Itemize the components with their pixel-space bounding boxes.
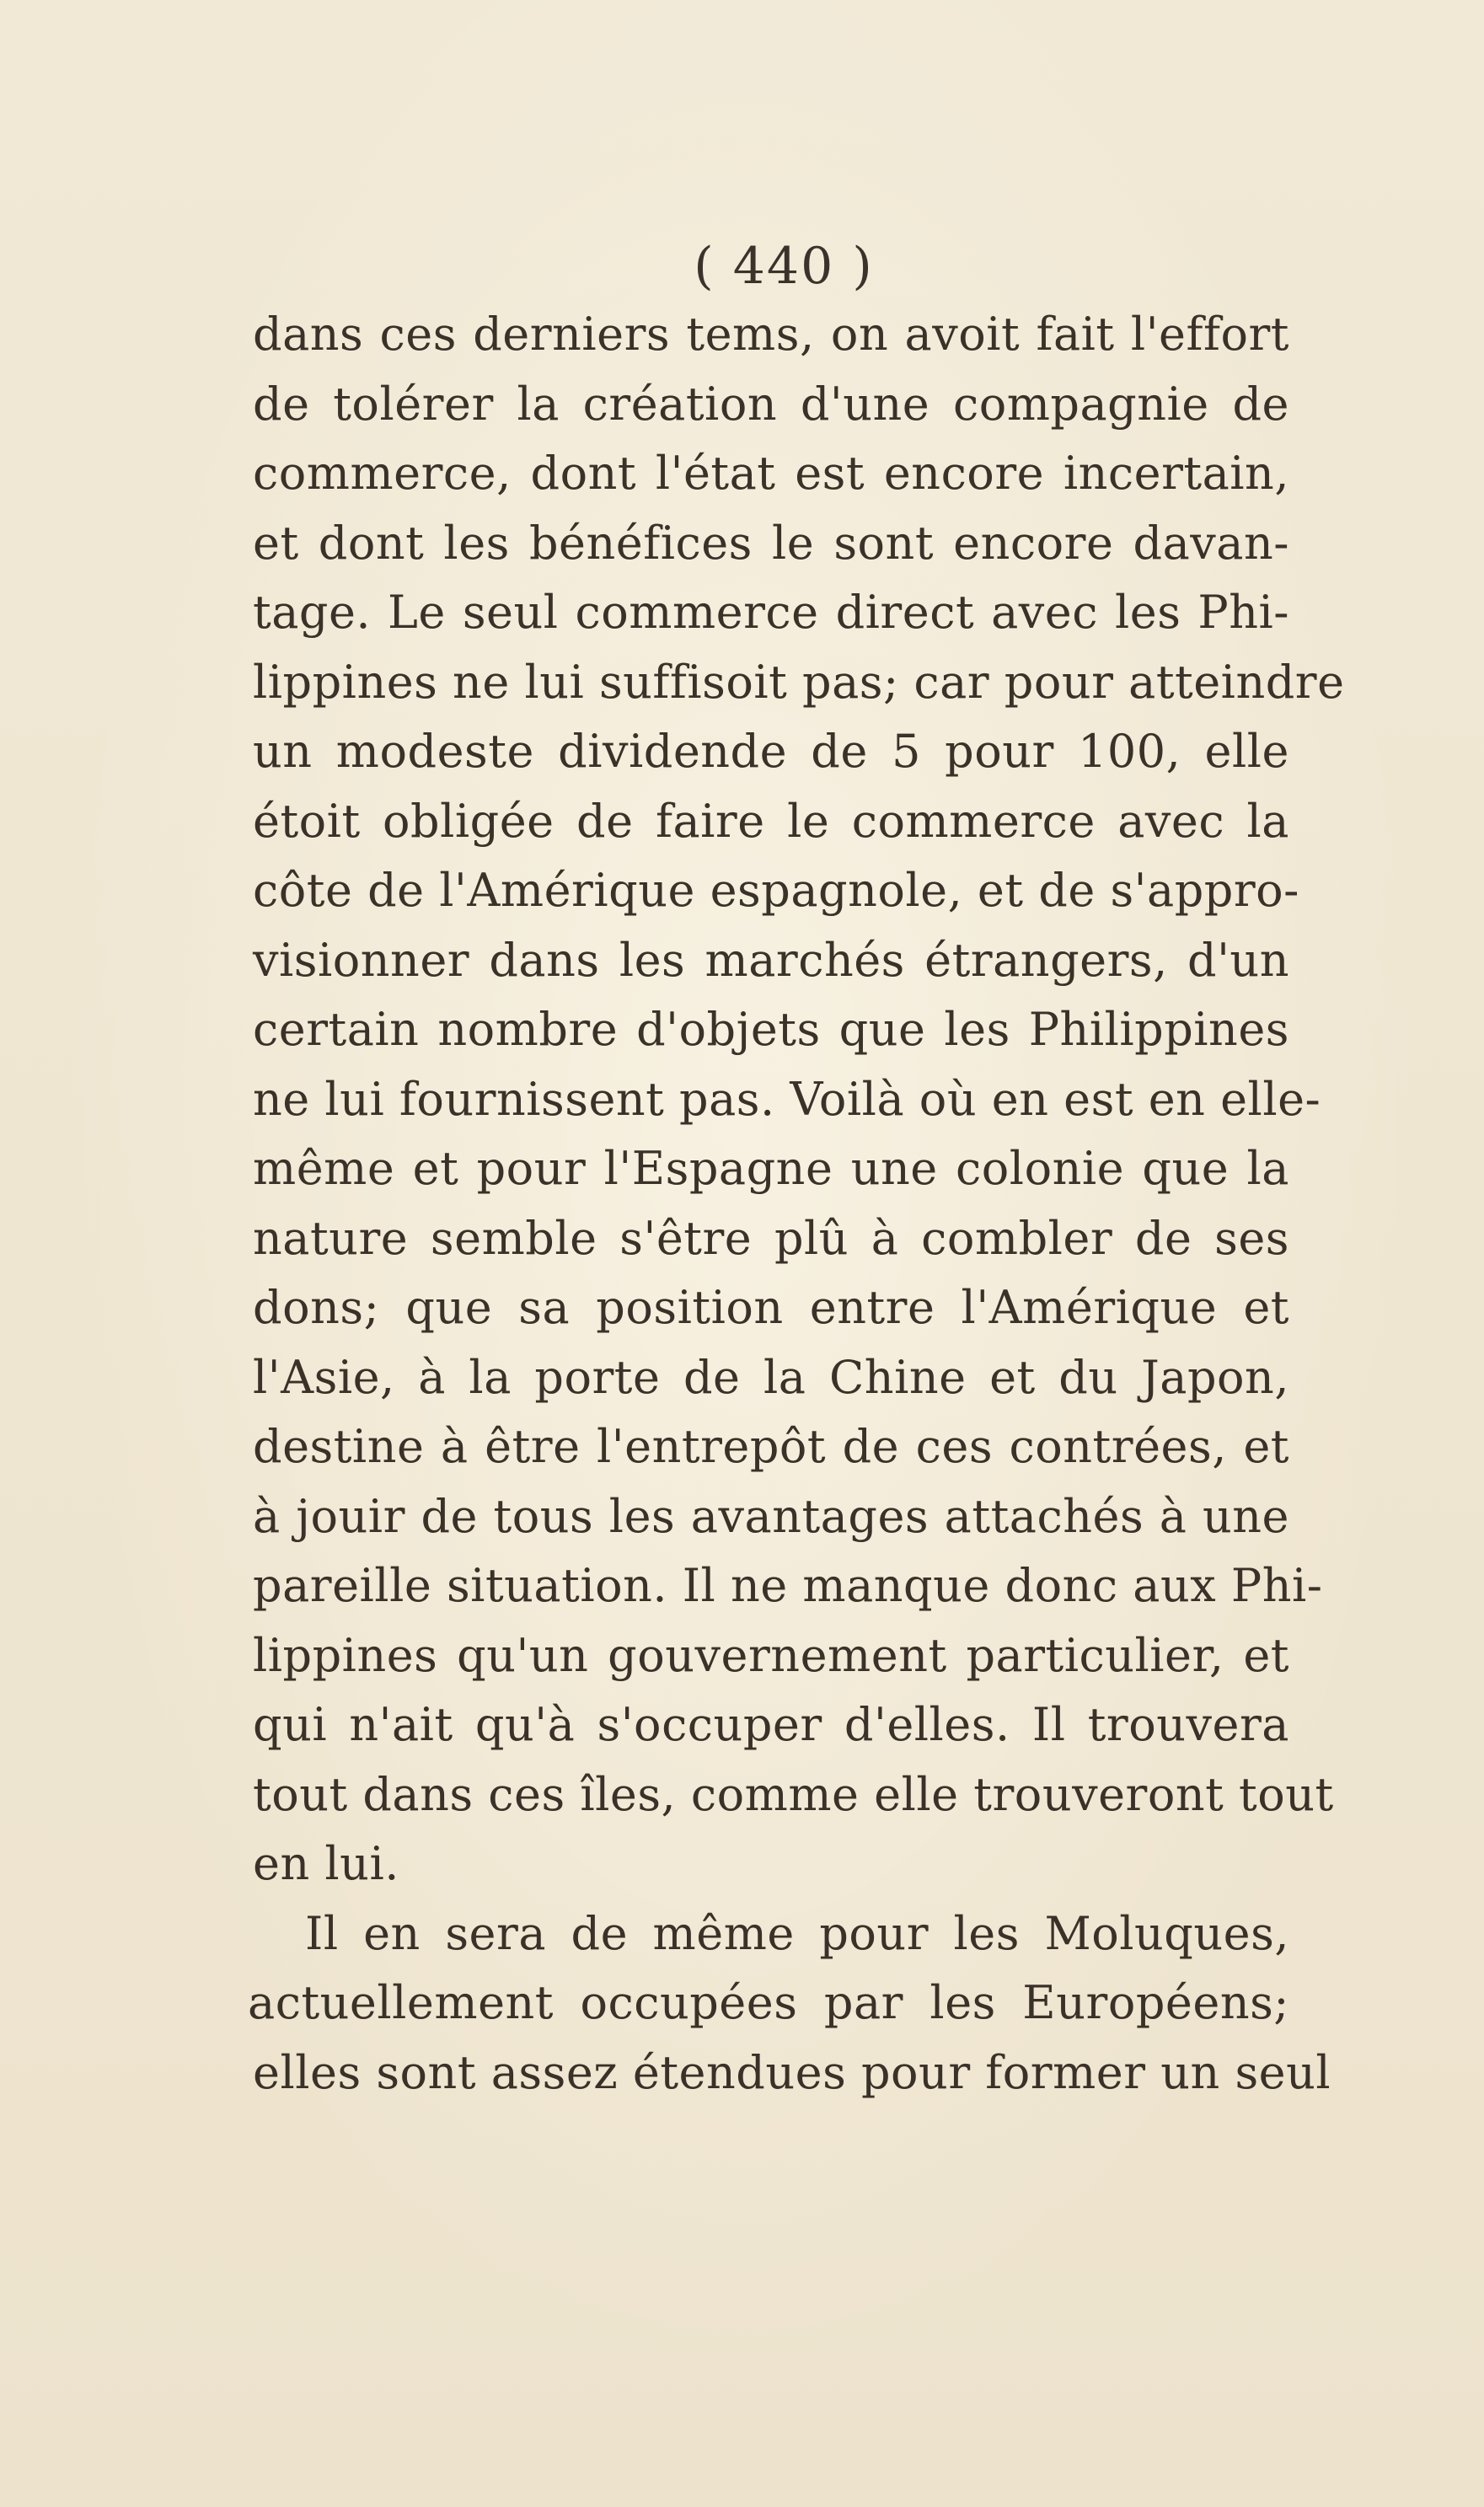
text-line: dons; que sa position entre l'Amérique et — [253, 1281, 1289, 1334]
text-line: certain nombre d'objets que les Philippines — [253, 1003, 1289, 1056]
text-line: un modeste dividende de 5 pour 100, elle — [253, 725, 1289, 778]
text-line: l'Asie, à la porte de la Chine et du Japon, — [253, 1350, 1289, 1404]
text-line: et dont les bénéfices le sont encore davan- — [253, 516, 1289, 570]
text-line: même et pour l'Espagne une colonie que la — [253, 1142, 1289, 1195]
text-line: pareille situation. Il ne manque donc aux Phi- — [253, 1559, 1323, 1612]
text-line: elles sont assez étendues pour former un seul — [253, 2045, 1331, 2099]
text-line: étoit obligée de faire le commerce avec la — [253, 794, 1289, 848]
text-line: à jouir de tous les avantages attachés à une — [253, 1489, 1289, 1543]
text-line: en lui. — [253, 1837, 399, 1890]
text-line: nature semble s'être plû à combler de ses — [253, 1211, 1289, 1265]
text-line: actuellement occupées par les Européens; — [248, 1976, 1289, 2029]
text-line: destine à être l'entrepôt de ces contrées, et — [253, 1420, 1289, 1473]
text-line: côte de l'Amérique espagnole, et de s'appro- — [253, 864, 1299, 917]
text-line: commerce, dont l'état est encore incertain, — [253, 447, 1289, 500]
text-line: ne lui fournissent pas. Voilà où en est en elle- — [253, 1072, 1321, 1126]
text-line: dans ces derniers tems, on avoit fait l'effort — [253, 308, 1289, 361]
text-line: tout dans ces îles, comme elle trouveront tout — [253, 1767, 1334, 1821]
body-text — [248, 300, 1345, 2108]
text-line: qui n'ait qu'à s'occuper d'elles. Il trouvera — [253, 1698, 1289, 1751]
text-line: lippines qu'un gouvernement particulier, et — [253, 1628, 1289, 1682]
text-line: visionner dans les marchés étrangers, d'un — [253, 933, 1289, 987]
page-number: ( 440 ) — [694, 237, 874, 296]
text-line: de tolérer la création d'une compagnie de — [253, 377, 1289, 431]
text-line: tage. Le seul commerce direct avec les Phi- — [253, 586, 1289, 639]
text-line: Il en sera de même pour les Moluques, — [305, 1906, 1289, 1960]
text-line: lippines ne lui suffisoit pas; car pour atteindre — [253, 655, 1345, 709]
